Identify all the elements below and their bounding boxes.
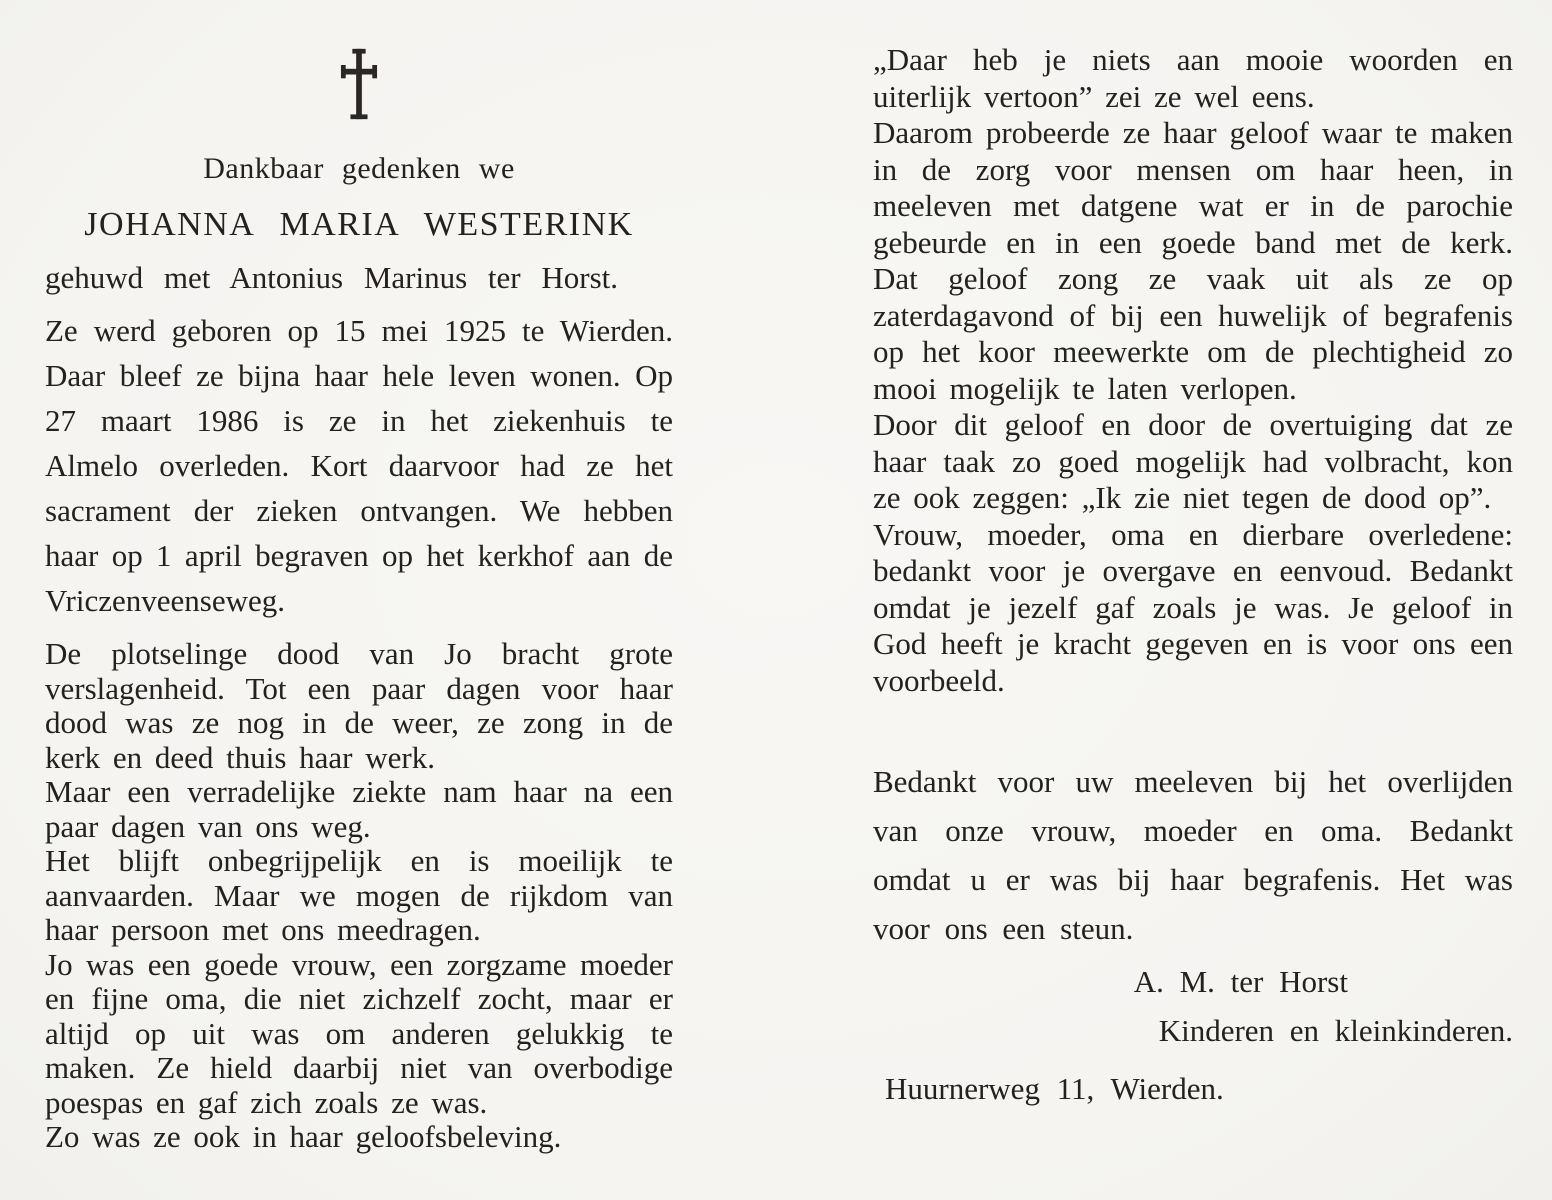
latin-cross-icon bbox=[45, 46, 673, 126]
right-page bbox=[873, 42, 1513, 1107]
character-paragraph: Jo was een goede vrouw, een zorgzame moeder en fijne oma, die niet zichzelf zocht, maar er altijd op uit was om anderen gelukkig te maken. Ze hield daarbij niet van overbodige poespas en gaf zich zoals ze was. bbox=[45, 946, 673, 1120]
spouse-line: gehuwd met Antonius Marinus ter Horst. bbox=[45, 260, 619, 295]
faith-paragraph: Daarom probeerde ze haar geloof waar te maken in de zorg voor mensen om haar heen, in meeleven met datgene wat er in de parochie gebeurde en in een goede band met de kerk. Dat geloof zong ze vaak uit als ze op zaterdagavond of bij een huwelijk of begrafenis op het koor meewerkte om de plechtigheid zo mooi mogelijk te laten verlopen. bbox=[873, 115, 1513, 406]
farewell-paragraph: Vrouw, moeder, oma en dierbare overledene: bedankt voor je overgave en eenvoud. Bedankt omdat je jezelf gaf zoals je was. Je geloof in God heeft je kracht gegeven en is voor ons een voorbeeld. bbox=[873, 516, 1513, 698]
sudden-death-paragraph: De plotselinge dood van Jo bracht grote verslagenheid. Tot een paar dagen voor haar dood was ze nog in de weer, ze zong in de kerk en deed thuis haar werk. bbox=[45, 636, 673, 775]
left-lower-text-block bbox=[45, 637, 673, 1155]
quote-paragraph: „Daar heb je niets aan mooie woorden en uiterlijk vertoon” zei ze wel eens. bbox=[873, 42, 1513, 114]
conviction-paragraph: Door dit geloof en door de overtuiging dat ze haar taak zo goed mogelijk had volbracht, kon ze ook zeggen: „Ik zie niet tegen de dood op”. bbox=[873, 407, 1513, 515]
signature-name: A. M. ter Horst bbox=[1133, 964, 1348, 999]
left-page bbox=[45, 40, 673, 1155]
acceptance-paragraph: Het blijft onbegrijpelijk en is moeilijk te aanvaarden. Maar we mogen de rijkdom van haar persoon met ons meedragen. bbox=[45, 843, 673, 947]
signature-family: Kinderen en kleinkinderen. bbox=[1158, 1013, 1513, 1048]
signature-block bbox=[873, 957, 1513, 1055]
illness-paragraph: Maar een verradelijke ziekte nam haar na een paar dagen van ons weg. bbox=[45, 774, 673, 844]
deceased-name: JOHANNA MARIA WESTERINK bbox=[84, 206, 634, 243]
biography-paragraph: Ze werd geboren op 15 mei 1925 te Wierden. Daar bleef ze bijna haar hele leven wonen. Op 27 maart 1986 is ze in het ziekenhuis te Almelo overleden. Kort daarvoor had ze het sacrament der zieken ontvangen. We hebben haar op 1 april begraven op het kerkhof aan de Vriczenveenseweg. bbox=[45, 313, 673, 618]
faith-intro-line: Zo was ze ook in haar geloofsbeleving. bbox=[45, 1119, 562, 1154]
intro-line: Dankbaar gedenken we bbox=[203, 152, 515, 185]
thanks-paragraph: Bedankt voor uw meeleven bij het overlijden van onze vrouw, moeder en oma. Bedankt omdat u er was bij haar begrafenis. Het was voor ons een steun. bbox=[873, 764, 1513, 946]
address-line: Huurnerweg 11, Wierden. bbox=[885, 1071, 1224, 1106]
